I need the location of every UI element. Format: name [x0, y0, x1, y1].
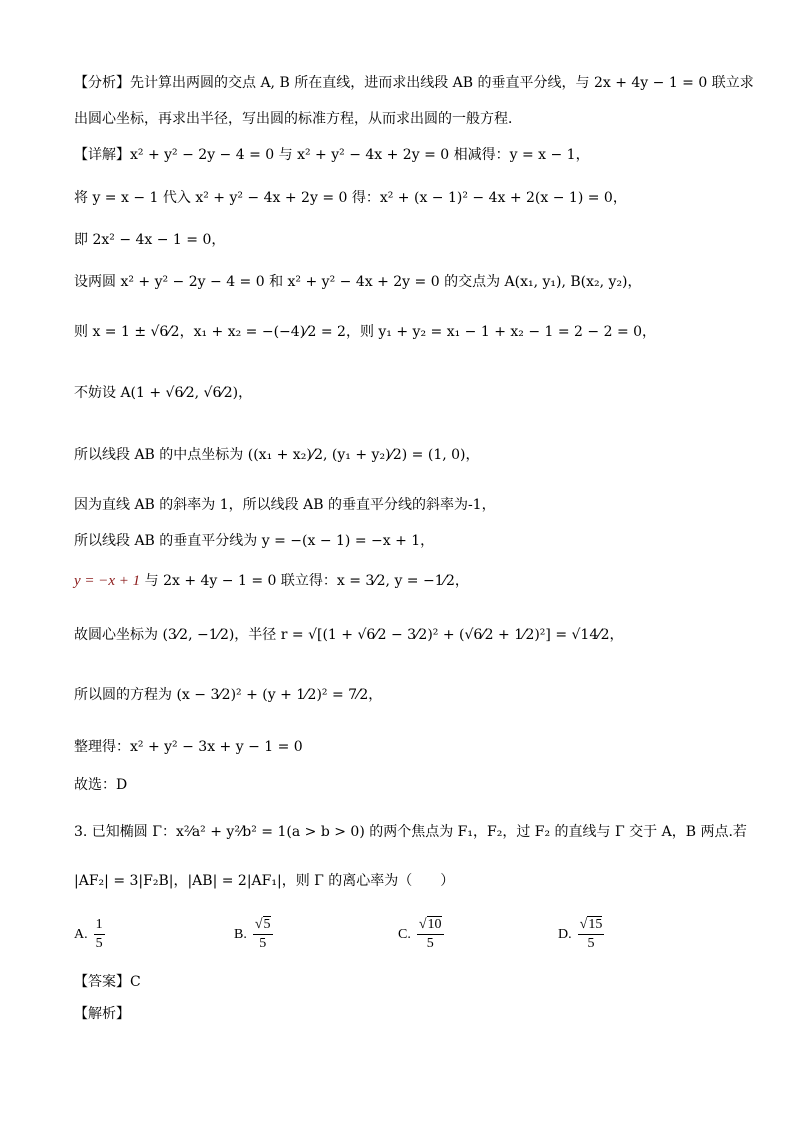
option-d-fraction: $\frac{√15}{5}$ [579, 917, 603, 951]
solution-step-point-a: 不妨设 A(1 + √6⁄2, √6⁄2)， [74, 385, 253, 401]
option-d-label: D. [558, 926, 572, 942]
solution-step-subtract: 【详解】x² + y² − 2y − 4 = 0 与 x² + y² − 4x + 2y = 0 相减得：y = x − 1， [74, 147, 590, 163]
option-c-radicand: 10 [427, 917, 442, 932]
analysis-intro-line-2: 出圆心坐标，再求出半径，写出圆的标准方程，从而求出圆的一般方程． [74, 111, 522, 127]
solution-step-center-radius: 故圆心坐标为 (3⁄2, −1⁄2)，半径 r = √[(1 + √6⁄2 − 3⁄2)² + (√6⁄2 + 1⁄2)²] = √14⁄2， [74, 627, 624, 643]
solution-step-roots: 则 x = 1 ± √6⁄2，x₁ + x₂ = −(−4)⁄2 = 2，则 y₁ + y₂ = x₁ − 1 + x₂ − 1 = 2 − 2 = 0， [74, 324, 657, 340]
option-b-fraction: $\frac{√5}{5}$ [254, 917, 271, 951]
option-b-radicand: 5 [263, 917, 271, 932]
question-3-stem-line-2: |AF₂| = 3|F₂B|，|AB| = 2|AF₁|，则 Γ 的离心率为（ ） [74, 873, 455, 889]
option-c-denominator: 5 [426, 936, 434, 951]
question-3-stem-line-1: 3. 已知椭圆 Γ：x²⁄a² + y²⁄b² = 1(a > b > 0) 的两个焦点为 F₁，F₂，过 F₂ 的直线与 Γ 交于 A，B 两点.若 [74, 824, 747, 840]
solution-step-standard-equation: 所以圆的方程为 (x − 3⁄2)² + (y + 1⁄2)² = 7⁄2， [74, 687, 383, 703]
option-b-denominator: 5 [259, 936, 267, 951]
solution-step-solve-center [74, 572, 469, 590]
bisector-equation-highlight: y = −x + 1 [74, 573, 141, 589]
option-a-numerator: 1 [94, 916, 105, 935]
option-a-label: A. [74, 926, 88, 942]
answer-line: 【答案】C [74, 974, 141, 990]
option-d-radicand: 15 [588, 917, 603, 932]
option-c[interactable] [398, 916, 444, 953]
answer-options [74, 916, 694, 960]
solution-step-midpoint: 所以线段 AB 的中点坐标为 ((x₁ + x₂)⁄2, (y₁ + y₂)⁄2) = (1, 0)， [74, 447, 480, 463]
option-a-denominator: 5 [95, 936, 103, 951]
solution-step-general-equation: 整理得：x² + y² − 3x + y − 1 = 0 [74, 739, 303, 755]
solution-step-intersections: 设两圆 x² + y² − 2y − 4 = 0 和 x² + y² − 4x + 2y = 0 的交点为 A(x₁, y₁), B(x₂, y₂)， [74, 274, 642, 290]
solve-center-text: 与 2x + 4y − 1 = 0 联立得：x = 3⁄2, y = −1⁄2， [140, 573, 469, 589]
option-a-fraction [94, 916, 105, 953]
option-c-fraction: $\frac{√10}{5}$ [418, 917, 442, 951]
analysis-heading: 【解析】 [74, 1006, 130, 1022]
solution-step-quadratic: 即 2x² − 4x − 1 = 0， [74, 232, 226, 248]
option-d-denominator: 5 [587, 936, 595, 951]
option-a[interactable] [74, 916, 105, 953]
option-d[interactable] [558, 916, 604, 953]
option-b[interactable] [234, 916, 273, 953]
solution-conclusion: 故选：D [74, 777, 128, 793]
solution-step-slope: 因为直线 AB 的斜率为 1，所以线段 AB 的垂直平分线的斜率为-1， [74, 497, 496, 513]
option-c-label: C. [398, 926, 411, 942]
analysis-intro-line-1: 【分析】先计算出两圆的交点 A, B 所在直线，进而求出线段 AB 的垂直平分线，与 2x + 4y − 1 = 0 联立求 [74, 75, 754, 91]
solution-step-bisector: 所以线段 AB 的垂直平分线为 y = −(x − 1) = −x + 1， [74, 533, 435, 549]
option-b-label: B. [234, 926, 247, 942]
solution-step-substitute: 将 y = x − 1 代入 x² + y² − 4x + 2y = 0 得：x² + (x − 1)² − 4x + 2(x − 1) = 0， [74, 190, 627, 206]
